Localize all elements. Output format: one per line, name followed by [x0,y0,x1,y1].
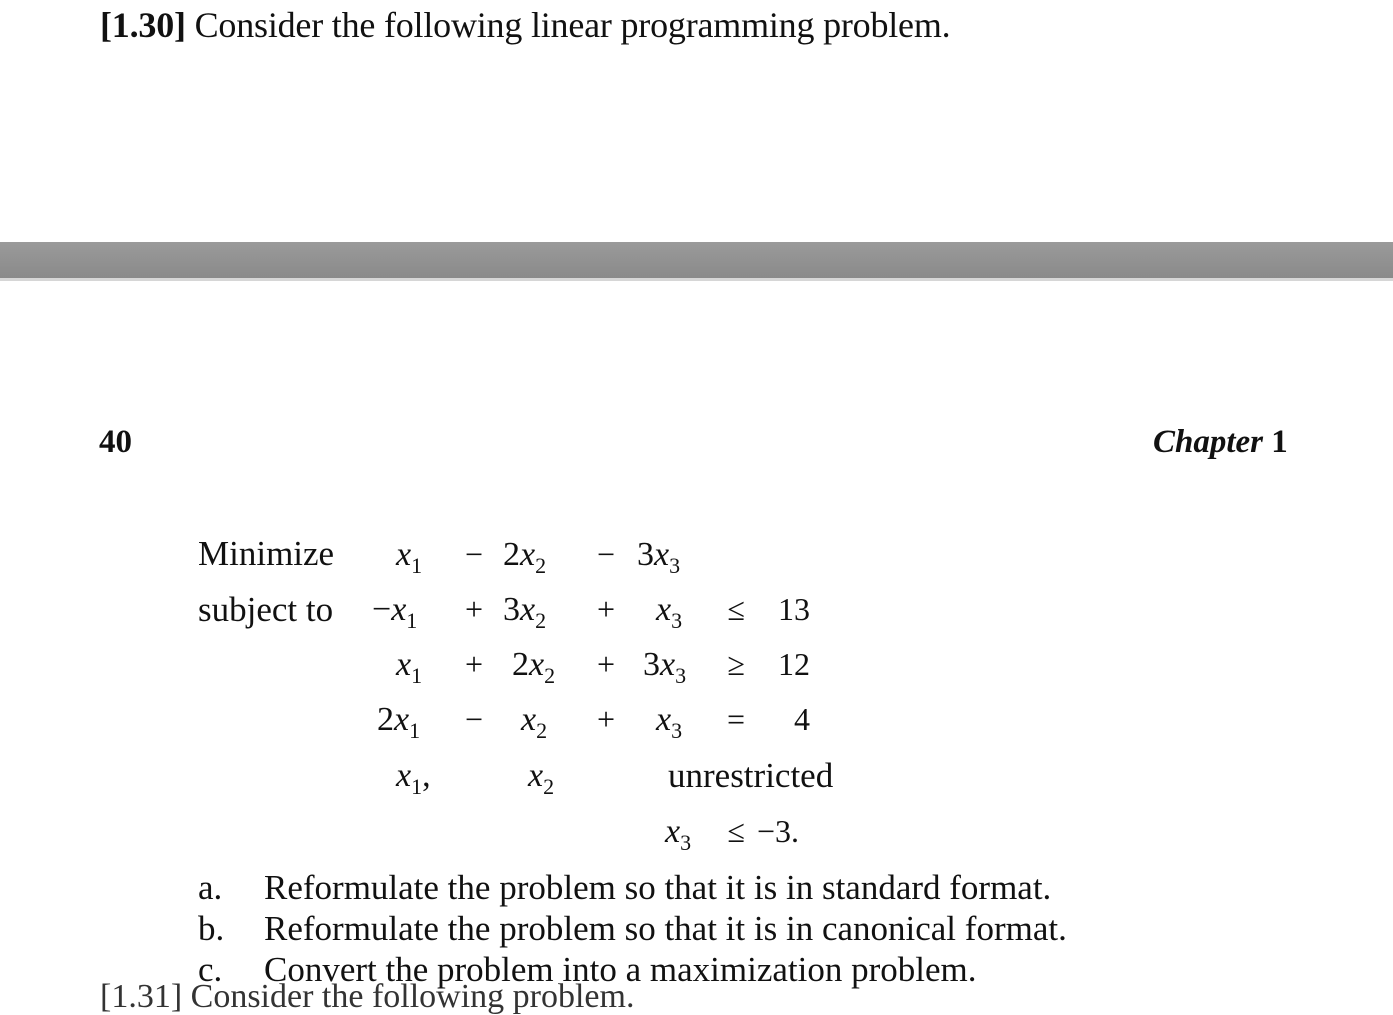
constraint-3-operator-1: − [464,701,484,737]
chapter-word: Chapter [1153,424,1264,460]
objective-term-3: $3x_3$ [637,536,681,578]
constraint-1-term-2: $3x_2$ [503,591,547,633]
constraint-2-term-2: $2x_2$ [512,646,556,688]
constraint-3-term-3: $x_3$ [656,701,683,743]
constraint-1-term-1: $-x_1$ [372,591,418,633]
part-text: Reformulate the problem so that it is in canonical format. [264,909,1067,948]
part-letter: a. [198,868,223,907]
objective-term-2: $2x_2$ [503,536,547,578]
minimize-label: Minimize [198,534,335,573]
constraint-2-operator-1: + [464,646,484,682]
objective-operator-1: − [464,536,484,572]
unrestricted-label: unrestricted [668,756,834,795]
objective-operator-2: − [596,536,616,572]
chapter-label [1153,424,1288,461]
subject-to-label: subject to [198,590,334,629]
constraint-1-operator-1: + [464,591,484,627]
constraint-1-operator-2: + [596,591,616,627]
constraint-2-rhs: 12 [778,646,810,682]
constraint-3-relation: = [726,701,746,737]
constraint-2-operator-2: + [596,646,616,682]
domain-variable-x3: $x_3$ [665,813,692,855]
domain-variable-x2: $x_2$ [528,757,555,799]
previous-page-region [0,0,1393,242]
constraint-2-relation: ≥ [727,646,745,682]
constraint-3-operator-2: + [596,701,616,737]
domain-variable-x1: $x_1$, [396,757,431,799]
objective-term-1: $x_1$ [396,536,423,578]
problem-statement: Consider the following linear programming problem. [194,5,951,45]
domain-relation: ≤ [727,813,745,849]
constraint-1-term-3: $x_3$ [656,591,683,633]
domain-rhs: −3. [757,813,800,849]
page-number: 40 [99,424,132,460]
constraint-3-rhs: 4 [794,701,810,737]
constraint-2-term-3: $3x_3$ [643,646,687,688]
constraint-1-relation: ≤ [727,591,745,627]
cut-off-text: [1.31] Consider the following problem. [100,978,635,1015]
page-break-divider [0,242,1393,281]
constraint-3-term-2: $x_2$ [521,701,548,743]
cut-off-next-problem [100,978,660,1015]
constraint-3-term-1: $2x_1$ [377,701,421,743]
part-letter: c. [198,950,223,989]
problem-heading [100,4,950,46]
chapter-number: 1 [1271,424,1288,460]
problem-number: [1.30] [100,5,186,45]
part-text: Reformulate the problem so that it is in standard format. [264,868,1052,907]
part-letter: b. [198,909,225,948]
constraint-2-term-1: $x_1$ [396,646,423,688]
part-text: Convert the problem into a maximization problem. [264,950,977,989]
constraint-1-rhs: 13 [778,591,810,627]
